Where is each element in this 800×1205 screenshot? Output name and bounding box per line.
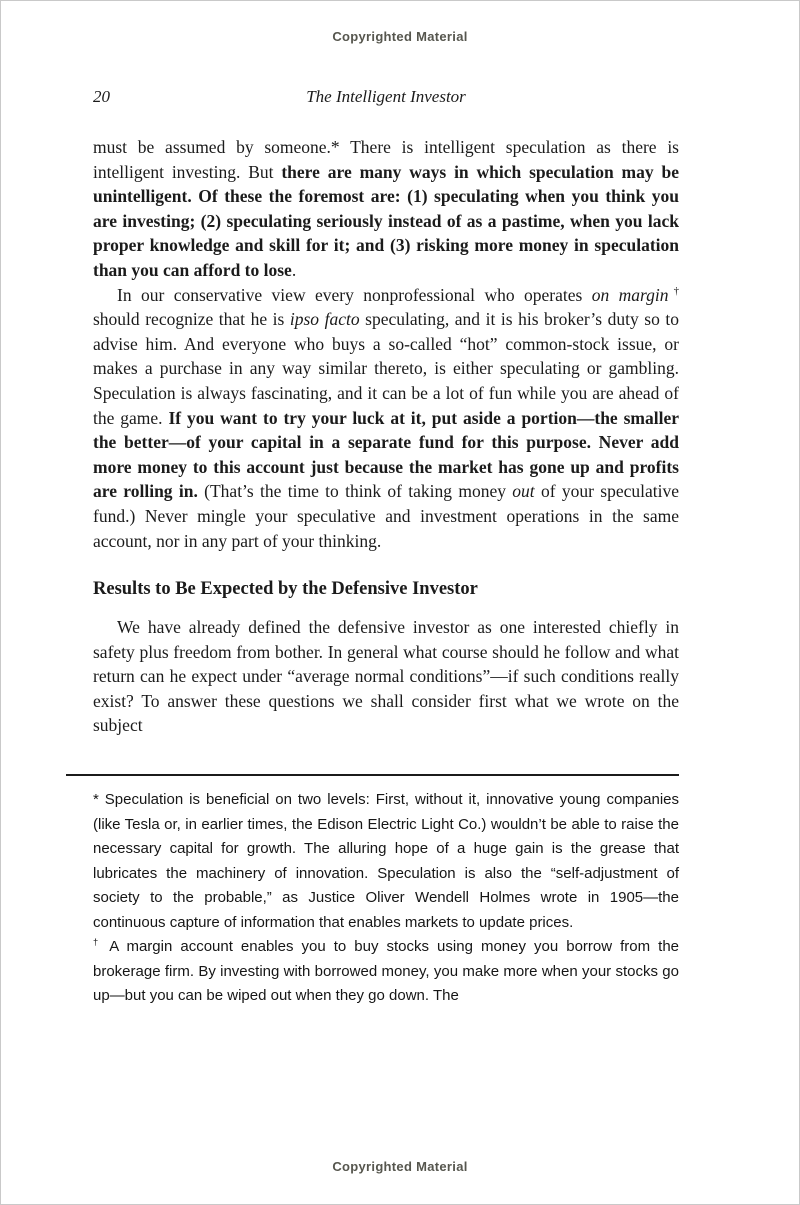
copyright-notice-bottom: Copyrighted Material: [332, 1159, 468, 1174]
page-number: 20: [93, 87, 110, 106]
paragraph-defensive-investor: We have already defined the defensive investor as one interested chiefly in safety plus freedom from bother. In general what course should he follow and what return can he expect under “average normal conditions”—if such conditions really exist? To answer these questions we shall consider first what we wrote on the subject: [93, 617, 679, 736]
section-heading-defensive-investor: Results to Be Expected by the Defensive Investor: [93, 579, 478, 600]
footnote-asterisk: * Speculation is beneficial on two levels: First, without it, innovative young companies (like Tesla or, in earlier times, the Edison Electric Light Co.) wouldn’t be able to raise the necessary capital for growth. The alluring hope of a huge gain is the grease that lubricates the machinery of innovation. Speculation is also the “self-adjustment of society to the probable,” as Justice Oliver Wendell Holmes wrote in 1905—the continuous capture of information that enables markets to update prices.: [93, 791, 679, 931]
footnotes: [93, 788, 679, 1009]
paragraph-speculation-unintelligent: must be assumed by someone.* There is intelligent speculation as there is intelligent investing. But there are many ways in which speculation may be unintelligent. Of these the foremost are: (1) speculating when you think you are investing; (2) speculating seriously instead of as a pastime, when you lack proper knowledge and skill for it; and (3) risking more money in speculation than you can afford to lose.: [93, 137, 679, 280]
running-header: [93, 87, 679, 113]
copyright-notice-top: Copyrighted Material: [332, 29, 468, 44]
paragraph-conservative-view: In our conservative view every nonprofessional who operates on margin† should recognize that he is ipso facto speculating, and it is his broker’s duty so to advise him. And everyone who buys a so-called “hot” common-stock issue, or makes a purchase in any way similar thereto, is either speculating or gambling. Speculation is always fascinating, and it can be a lot of fun while you are ahead of the game. If you want to try your luck at it, put aside a portion—the smaller the better—of your capital in a separate fund for this purpose. Never add more money to this account just because the market has gone up and profits are rolling in. (That’s the time to think of taking money out of your speculative fund.) Never mingle your speculative and investment operations in the same account, nor in any part of your thinking.: [93, 284, 680, 551]
footnote-separator-rule: [66, 774, 679, 776]
page-content: [93, 87, 679, 1009]
running-title: The Intelligent Investor: [306, 87, 466, 106]
body-text: [93, 135, 679, 738]
footnote-dagger: † A margin account enables you to buy stocks using money you borrow from the brokerage firm. By investing with borrowed money, you make more when your stocks go up—but you can be wiped out when they go down. The: [93, 937, 680, 1005]
